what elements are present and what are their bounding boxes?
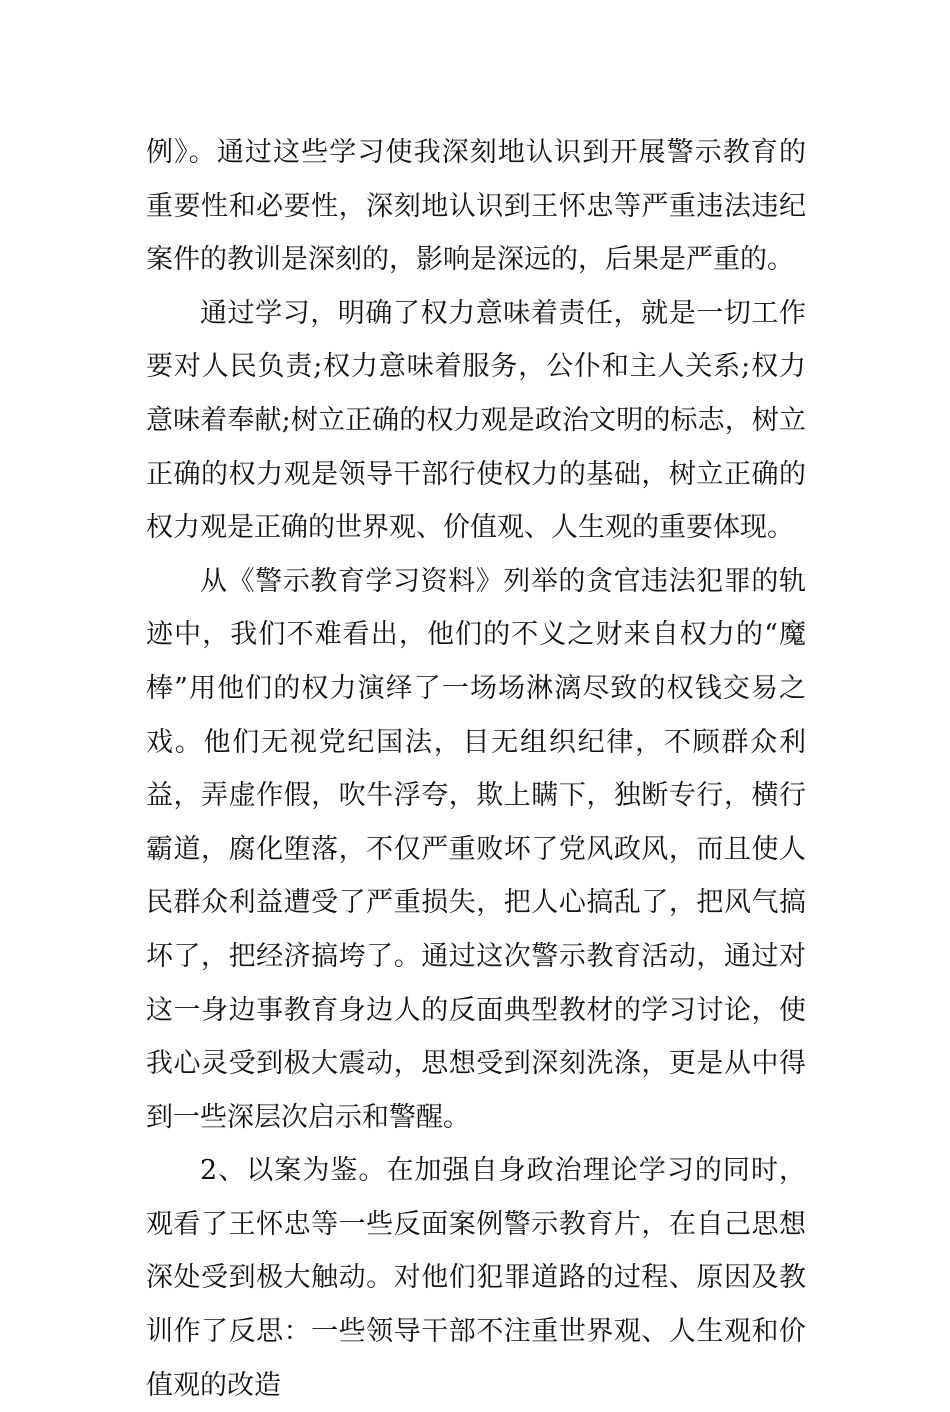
document-page	[146, 126, 806, 1412]
paragraph-4: 2、以案为鉴。在加强自身政治理论学习的同时，观看了王怀忠等一些反面案例警示教育片，在自己思想深处受到极大触动。对他们犯罪道路的过程、原因及教训作了反思：一些领导干部不注重世界观、人生观和价值观的改造	[146, 1155, 806, 1401]
paragraph-3: 从《警示教育学习资料》列举的贪官违法犯罪的轨迹中，我们不难看出，他们的不义之财来自权力的“魔棒”用他们的权力演绎了一场场淋漓尽致的权钱交易之戏。他们无视党纪国法，目无组织纪律，不顾群众利益，弄虚作假，吹牛浮夸，欺上瞒下，独断专行，横行霸道，腐化堕落，不仅严重败坏了党风政风，而且使人民群众利益遭受了严重损失，把人心搞乱了，把风气搞坏了，把经济搞垮了。通过这次警示教育活动，通过对这一身边事教育身边人的反面典型教材的学习讨论，使我心灵受到极大震动，思想受到深刻洗涤，更是从中得到一些深层次启示和警醒。	[146, 565, 806, 1133]
paragraph-1: 例》。通过这些学习使我深刻地认识到开展警示教育的重要性和必要性，深刻地认识到王怀忠等严重违法违纪案件的教训是深刻的，影响是深远的，后果是严重的。	[146, 137, 806, 276]
paragraph-2: 通过学习，明确了权力意味着责任，就是一切工作要对人民负责;权力意味着服务，公仆和主人关系;权力意味着奉献;树立正确的权力观是政治文明的标志，树立正确的权力观是领导干部行使权力的基础，树立正确的权力观是正确的世界观、价值观、人生观的重要体现。	[146, 297, 806, 544]
